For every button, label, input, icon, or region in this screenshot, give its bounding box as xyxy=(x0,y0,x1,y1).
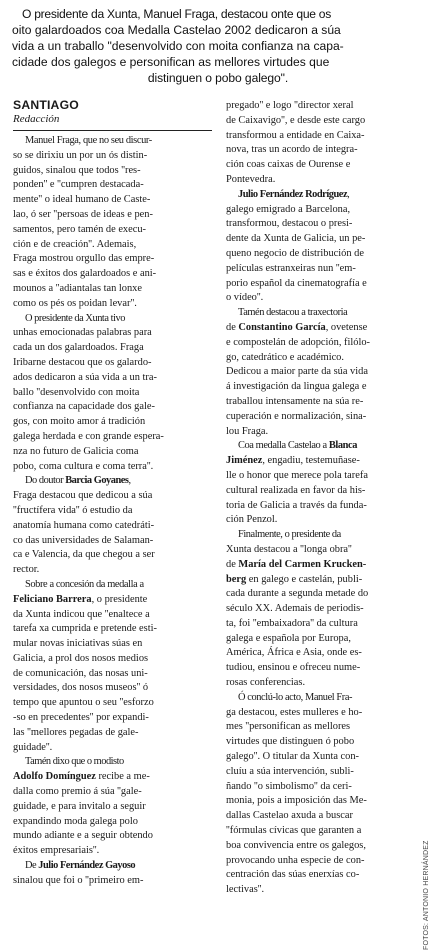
right-column-paragraph xyxy=(226,528,425,691)
honoree-name: Constantino García xyxy=(238,321,326,333)
text-line: queno negocio de distribución de xyxy=(226,247,364,259)
text-line: como os pés os poidan levar''. xyxy=(13,297,137,309)
text-line: dallas Castelao axuda a buscar xyxy=(226,810,353,822)
lede-line: O presidente da Xunta, Manuel Fraga, destacou onte que os xyxy=(22,7,332,21)
honoree-name: María del Carmen Krucken- xyxy=(238,558,367,570)
text-line: da Xunta indicou que ''enaltece a xyxy=(13,608,150,620)
text-line: Xunta destacou a ''longa obra'' xyxy=(226,543,352,555)
text-line: boa convivencia entre os galegos, xyxy=(226,839,366,851)
text-line: Julio Fernández Rodríguez, xyxy=(238,188,350,200)
text-line: mular novas iniciativas súas en xyxy=(13,638,143,650)
left-column-paragraph xyxy=(13,134,212,312)
right-column-paragraph xyxy=(226,188,425,306)
text-line: De Julio Fernández Gayoso xyxy=(25,860,136,872)
lede-line: cidade dos galegos e personifican as mellores virtudes que xyxy=(12,55,330,70)
text-line: e compostelán de adopción, filólo- xyxy=(226,336,370,348)
text-line: cada un dos galardoados. Fraga xyxy=(13,342,144,354)
text-line: virtudes que distinguen ó pobo xyxy=(226,736,355,748)
text-line: lle o honor que merece pola tarefa xyxy=(226,469,368,481)
text-line: ballo ''desenvolvido con moita xyxy=(13,386,140,398)
text-line: traballou intensamente na súa re- xyxy=(226,395,364,407)
text-line: Pontevedra. xyxy=(226,173,276,185)
text-line: tempo que apuntou o seu ''esforzo xyxy=(13,697,154,709)
text-line: Dedicou a maior parte da súa vida xyxy=(226,366,368,378)
text-line: unhas emocionadas palabras para xyxy=(13,327,152,339)
text-line: cada durante a segunda metade do xyxy=(226,588,369,600)
left-column-paragraph xyxy=(13,578,212,756)
text-line: Adolfo Domínguez recibe a me- xyxy=(13,771,150,783)
text-line: ta, foi ''embaixadora'' da cultura xyxy=(226,617,358,629)
text-line: ca e Valencia, da que chegou a ser xyxy=(13,549,155,561)
text-line: rector. xyxy=(13,564,40,576)
dateline xyxy=(13,98,212,126)
text-line: Jiménez, engadiu, testemuñase- xyxy=(226,455,360,467)
text-line: provocando unha especie de con- xyxy=(226,854,365,866)
text-line: cultural realizada en favor da his- xyxy=(226,484,366,496)
column-rule xyxy=(13,130,212,131)
right-column-paragraph xyxy=(226,99,425,188)
dateline-city: SANTIAGO xyxy=(13,98,79,112)
text-line: cuperación e normalización, sina- xyxy=(226,410,367,422)
text-line: Iribarne destacou que os galardo- xyxy=(13,356,152,368)
text-line: so se dirixiu un por un ós distin- xyxy=(13,149,148,161)
text-line: nova, tras un acordo de integra- xyxy=(226,144,358,156)
text-line: versidades, dos nosos museos'' ó xyxy=(13,682,149,694)
lede-line: vida a un traballo "desenvolvido con moita confianza na capa- xyxy=(12,39,344,54)
right-column-paragraph xyxy=(226,691,425,898)
text-line: -so en precedentes'' por expandi- xyxy=(13,712,149,724)
text-line: centración das súas enerxías co- xyxy=(226,869,360,881)
text-line: toria de Galicia a través da funda- xyxy=(226,499,367,511)
text-line: Tamén dixo que o modisto xyxy=(25,756,124,768)
right-column-body xyxy=(226,99,425,898)
text-line: galega e española por Europa, xyxy=(226,632,351,644)
left-column-paragraph xyxy=(13,474,212,578)
text-line: América, África e Asia, onde es- xyxy=(226,647,362,659)
lede-line: distinguen o pobo galego". xyxy=(147,71,289,86)
left-column-body xyxy=(13,134,212,889)
honoree-name: Julio Fernández Gayoso xyxy=(38,860,136,872)
text-line: éxitos empresariais''. xyxy=(13,845,100,857)
text-line: mes ''personifican as mellores xyxy=(226,721,351,733)
text-line: ponden'' e ''cumpren destacada- xyxy=(13,179,144,191)
text-line: galega herdada e con grande espera- xyxy=(13,430,164,442)
honoree-name: Jiménez xyxy=(226,455,263,467)
text-line: pobo, coma cultura e coma terra''. xyxy=(13,460,154,472)
left-column-paragraph xyxy=(13,312,212,475)
text-line: galego''. O titular da Xunta con- xyxy=(226,751,360,763)
right-column-paragraph xyxy=(226,439,425,528)
text-line: Fraga destacou que dedicou a súa xyxy=(13,490,153,502)
text-line: ga destacou, estes mulleres e ho- xyxy=(226,706,363,718)
text-line: ados dedicaron a súa vida a un tra- xyxy=(13,371,157,383)
text-line: tarefa xa cumprida e pretende esti- xyxy=(13,623,157,635)
honoree-name: Julio Fernández Rodríguez xyxy=(238,188,348,200)
text-line: sinalou que foi o ''primeiro em- xyxy=(13,874,144,886)
left-column-paragraph xyxy=(13,755,212,859)
photo-credit: FOTOS: ANTONIO HERNÁNDEZ xyxy=(423,840,430,950)
text-line: Feliciano Barrera, o presidente xyxy=(13,593,148,605)
text-line: Coa medalla Castelao a Blanca xyxy=(238,440,358,452)
text-line: Ó conclú-lo acto, Manuel Fra- xyxy=(238,691,353,703)
text-line: Finalmente, o presidente da xyxy=(238,529,341,541)
text-line: mundo adiante e a seguir obtendo xyxy=(13,830,153,842)
text-line: transformou a entidade en Caixa- xyxy=(226,129,365,141)
text-line: ción coas caixas de Ourense e xyxy=(226,159,351,171)
text-line: ''fórmulas cívicas que garanten a xyxy=(226,825,362,837)
text-line: lao, ó ser ''persoas de ideas e pen- xyxy=(13,208,153,220)
text-line: á investigación da lingua galega e xyxy=(226,381,367,393)
left-column-paragraph xyxy=(13,859,212,889)
text-line: Fraga mostrou orgullo das empre- xyxy=(13,253,155,265)
honoree-name: Adolfo Domínguez xyxy=(13,771,96,783)
text-line: sas e éxitos dos galardoados e ani- xyxy=(13,268,157,280)
honoree-name: berg xyxy=(226,573,247,585)
text-line: lou Fraga. xyxy=(226,425,269,437)
text-line: de María del Carmen Krucken- xyxy=(226,558,367,570)
right-column xyxy=(226,99,425,898)
left-column xyxy=(13,98,212,889)
text-line: lectivas''. xyxy=(226,884,265,896)
text-line: ción Penzol. xyxy=(226,514,278,526)
text-line: guidade, e para invitalo a seguir xyxy=(13,800,146,812)
text-line: expandindo moda galega polo xyxy=(13,815,138,827)
text-line: películas estranxeiras nun ''em- xyxy=(226,262,356,274)
text-line: de Constantino García, ovetense xyxy=(226,321,368,333)
lede-paragraph xyxy=(12,6,424,86)
text-line: anatomía humana como catedráti- xyxy=(13,519,155,531)
text-line: de Caixavigo'', e desde este cargo xyxy=(226,114,366,126)
text-line: tudiou, ensinou e ofreceu nume- xyxy=(226,662,361,674)
text-line: o vídeo''. xyxy=(226,292,264,304)
text-line: las ''mellores pegadas de gale- xyxy=(13,726,139,738)
text-line: guidade''. xyxy=(13,741,53,753)
text-line: cluíu a súa intervención, subli- xyxy=(226,765,354,777)
text-line: Manuel Fraga, que no seu discur- xyxy=(25,135,152,146)
text-line: rosas conferencias. xyxy=(226,677,306,689)
text-line: O presidente da Xunta tivo xyxy=(25,312,125,324)
text-line: confianza na capacidade dos gale- xyxy=(13,401,155,413)
honoree-name: Barcia Goyanes xyxy=(65,475,129,487)
text-line: co das universidades de Salaman- xyxy=(13,534,154,546)
text-line: monia, pois a imposición das Me- xyxy=(226,795,367,807)
text-line: Tamén destacou a traxectoria xyxy=(238,307,348,319)
text-line: mente'' o ideal humano de Caste- xyxy=(13,194,151,206)
honoree-name: Blanca xyxy=(328,440,358,452)
text-line: porio español da cinematografía e xyxy=(226,277,367,289)
text-line: Do doutor Barcia Goyanes, xyxy=(25,475,131,487)
text-line: nza no futuro de Galicia coma xyxy=(13,445,139,457)
byline: Redacción xyxy=(13,113,60,125)
text-line: berg en galego e castelán, publi- xyxy=(226,573,363,585)
text-line: século XX. Ademais de periodis- xyxy=(226,603,364,615)
text-line: guidos, sinalou que todos ''res- xyxy=(13,164,141,176)
text-line: mounos a ''adiantalas tan lonxe xyxy=(13,282,142,294)
text-line: go, catedrático e académico. xyxy=(226,351,344,363)
text-line: Galicia, a prol dos nosos medios xyxy=(13,652,149,664)
text-line: pregado'' e logo ''director xeral xyxy=(226,100,354,111)
lede-line: oito galardoados coa Medalla Castelao 2002 dedicaron a súa xyxy=(12,23,341,38)
text-line: de comunicación, das nosas uni- xyxy=(13,667,148,679)
text-line: dalla como premio á súa ''gale- xyxy=(13,786,142,798)
text-line: ñando ''o simbolismo'' da ceri- xyxy=(226,780,352,792)
honoree-name: Feliciano Barrera xyxy=(13,593,92,605)
right-column-paragraph xyxy=(226,306,425,439)
text-line: ción e de creación''. Ademais, xyxy=(13,238,137,250)
text-line: transformou, destacou o presi- xyxy=(226,218,353,230)
text-line: ''fructífera vida'' ó estudio da xyxy=(13,504,133,516)
text-line: galego emigrado a Barcelona, xyxy=(226,203,351,215)
text-line: dente da Xunta de Galicia, un pe- xyxy=(226,233,366,245)
text-line: samentos, pero tamén de execu- xyxy=(13,223,147,235)
text-line: Sobre a concesión da medalla a xyxy=(25,578,144,590)
text-line: gos, con moito amor á tradición xyxy=(13,416,146,428)
